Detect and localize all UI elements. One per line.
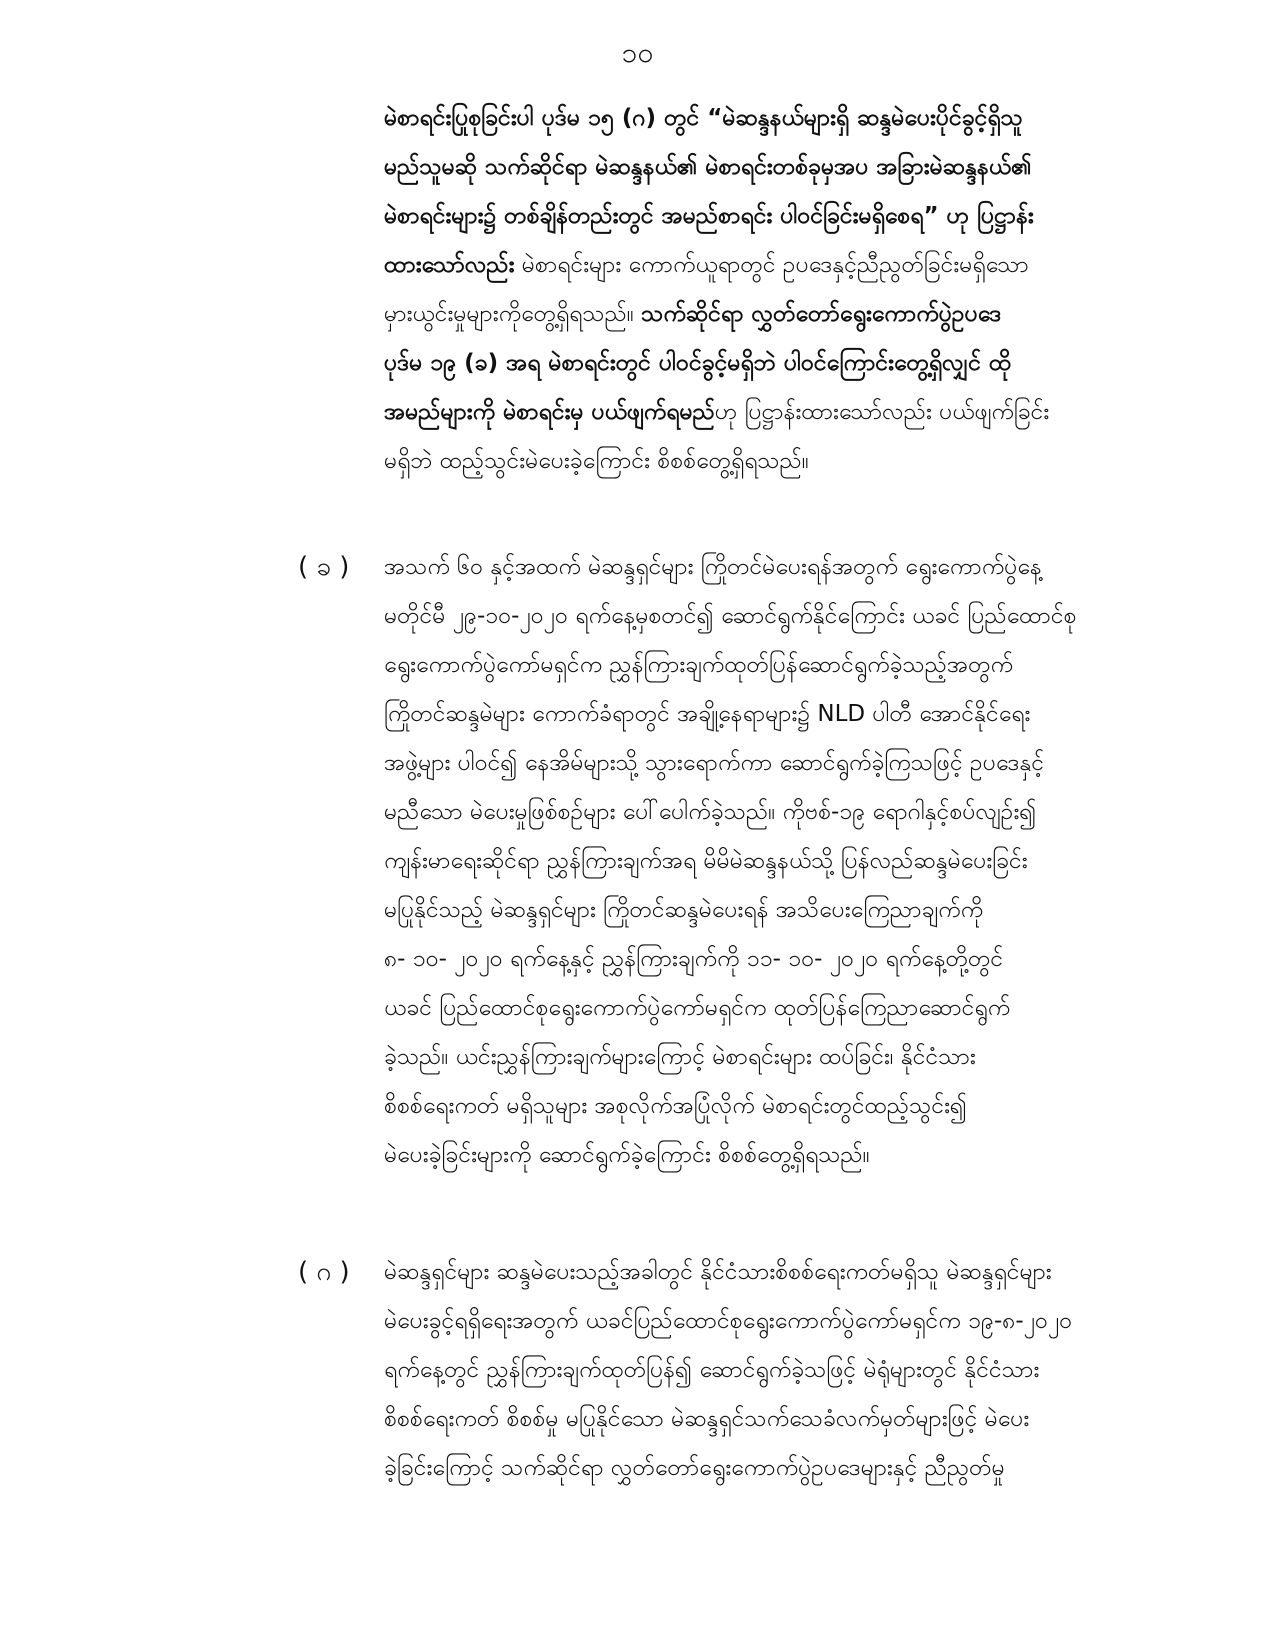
text-line: ယခင် ပြည်ထောင်စုရွေးကောက်ပွဲကော်မရှင်က ထုတ်ပြန်ကြေညာဆောင်ရွက် xyxy=(384,995,1011,1021)
bold-segment: ထားသော်လည်း xyxy=(384,252,515,278)
text-line: ခဲ့သည်။ ယင်းညွှန်ကြားချက်များကြောင့် မဲစာရင်းများ ထပ်ခြင်း၊ နိုင်ငံသား xyxy=(384,1044,976,1070)
text-line xyxy=(384,192,1156,241)
text-segment: မှားယွင်းမှုများကိုတွေ့ရှိရသည်။ xyxy=(384,301,642,327)
text-line: ၈- ၁၀- ၂၀၂၀ ရက်နေ့နှင့် ညွှန်ကြားချက်ကို ၁၁- ၁၀- ၂၀၂၀ ရက်နေ့တို့တွင် xyxy=(384,946,1004,972)
text-line: ရွေးကောက်ပွဲကော်မရှင်က ညွှန်ကြားချက်ထုတ်ပြန်ဆောင်ရွက်ခဲ့သည့်အတွက် xyxy=(384,652,1014,678)
text-line: မဲဆန္ဒရှင်များ ဆန္ဒမဲပေးသည့်အခါတွင် နိုင်ငံသားစိစစ်ရေးကတ်မရှိသူ မဲဆန္ဒရှင်များ xyxy=(384,1259,1052,1285)
text-line: အသက် ၆၀ နှင့်အထက် မဲဆန္ဒရှင်များ ကြိုတင်မဲပေးရန်အတွက် ရွေးကောက်ပွဲနေ့ xyxy=(384,554,1042,580)
paragraph-continuation xyxy=(384,94,1156,486)
text-line xyxy=(384,437,1156,486)
text-segment: ဟု ပြဋ္ဌာန်းထားသော်လည်း ပယ်ဖျက်ခြင်း xyxy=(714,399,1050,425)
text-line: မဲပေးခွင့်ရရှိရေးအတွက် ယခင်ပြည်ထောင်စုရွေးကောက်ပွဲကော်မရှင်က ၁၉-၈-၂၀၂၀ xyxy=(384,1308,1073,1334)
text-line: မပြုနိုင်သည့် မဲဆန္ဒရှင်များ ကြိုတင်ဆန္ဒမဲပေးရန် အသိပေးကြေညာချက်ကို xyxy=(384,897,984,923)
text-line xyxy=(384,143,1156,192)
text-line: မတိုင်မီ ၂၉-၁၀-၂၀၂၀ ရက်နေ့မှစတင်၍ ဆောင်ရွက်နိုင်ကြောင်း ယခင် ပြည်ထောင်စု xyxy=(384,603,1077,629)
text-line: ကြိုတင်ဆန္ဒမဲများ ကောက်ခံရာတွင် အချို့နေရာများ၌ NLD ပါတီ အောင်နိုင်ရေး xyxy=(384,701,1031,727)
text-line: စိစစ်ရေးကတ် မရှိသူများ အစုလိုက်အပြုံလိုက် မဲစာရင်းတွင်ထည့်သွင်း၍ xyxy=(384,1093,968,1119)
text-line: စိစစ်ရေးကတ် စိစစ်မှု မပြုနိုင်သော မဲဆန္ဒရှင်သက်သေခံလက်မှတ်များဖြင့် မဲပေး xyxy=(384,1406,1030,1432)
bold-segment: အမည်များကို မဲစာရင်းမှ ပယ်ဖျက်ရမည် xyxy=(384,399,715,425)
text-line: ရက်နေ့တွင် ညွှန်ကြားချက်ထုတ်ပြန်၍ ဆောင်ရွက်ခဲ့သဖြင့် မဲရုံများတွင် နိုင်ငံသား xyxy=(384,1357,1040,1383)
text-line: ကျန်းမာရေးဆိုင်ရာ ညွှန်ကြားချက်အရ မိမိမဲဆန္ဒနယ်သို့ ပြန်လည်ဆန္ဒမဲပေးခြင်း xyxy=(384,848,1028,874)
text-line xyxy=(384,388,1156,437)
bold-segment: မည်သူမဆို သက်ဆိုင်ရာ မဲဆန္ဒနယ်၏ မဲစာရင်းတစ်ခုမှအပ အခြားမဲဆန္ဒနယ်၏ xyxy=(384,154,1032,180)
text-line xyxy=(384,339,1156,388)
page-number: ၁၀ xyxy=(621,36,654,69)
text-line: မညီသော မဲပေးမှုဖြစ်စဉ်များ ပေါ်ပေါက်ခဲ့သည်။ ကိုဗစ်-၁၉ ရောဂါနှင့်စပ်လျဉ်း၍ xyxy=(384,799,1037,825)
list-marker-ga: ( ဂ ) xyxy=(298,1257,350,1287)
text-line xyxy=(384,290,1156,339)
text-segment: မဲစာရင်းများ ကောက်ယူရာတွင် ဥပဒေနှင့်ညီညွတ်ခြင်းမရှိသော xyxy=(514,252,1029,278)
bold-segment: မဲစာရင်းများ၌ တစ်ချိန်တည်းတွင် အမည်စာရင်း ပါဝင်ခြင်းမရှိစေရ” ဟု ပြဋ္ဌာန်း xyxy=(384,203,1034,229)
text-line: ခဲ့ခြင်းကြောင့် သက်ဆိုင်ရာ လွှတ်တော်ရွေးကောက်ပွဲဥပဒေများနှင့် ညီညွတ်မှု xyxy=(384,1455,1005,1481)
text-line: အဖွဲ့များ ပါဝင်၍ နေအိမ်များသို့ သွားရောက်ကာ ဆောင်ရွက်ခဲ့ကြသဖြင့် ဥပဒေနှင့် xyxy=(384,750,1045,776)
text-line xyxy=(384,94,1156,143)
text-line xyxy=(384,241,1156,290)
bold-segment: သက်ဆိုင်ရာ လွှတ်တော်ရွေးကောက်ပွဲဥပဒေ xyxy=(641,301,1002,327)
text-segment: မရှိဘဲ ထည့်သွင်းမဲပေးခဲ့ကြောင်း စိစစ်တွေ့ရှိရသည်။ xyxy=(384,448,809,474)
bold-segment: မဲစာရင်းပြုစုခြင်းပါ ပုဒ်မ ၁၅ (ဂ) တွင် “မဲဆန္ဒနယ်များရှိ ဆန္ဒမဲပေးပိုင်ခွင့်ရှိသူ xyxy=(384,105,1023,131)
paragraph-ga xyxy=(384,1248,1156,1493)
bold-segment: ပုဒ်မ ၁၉ (ခ) အရ မဲစာရင်းတွင် ပါဝင်ခွင့်မရှိဘဲ ပါဝင်ကြောင်းတွေ့ရှိလျှင် ထို xyxy=(384,350,1012,376)
list-marker-kha: ( ခ ) xyxy=(298,552,350,582)
text-line: မဲပေးခဲ့ခြင်းများကို ဆောင်ရွက်ခဲ့ကြောင်း စိစစ်တွေ့ရှိရသည်။ xyxy=(384,1142,870,1168)
paragraph-kha xyxy=(384,543,1156,1180)
